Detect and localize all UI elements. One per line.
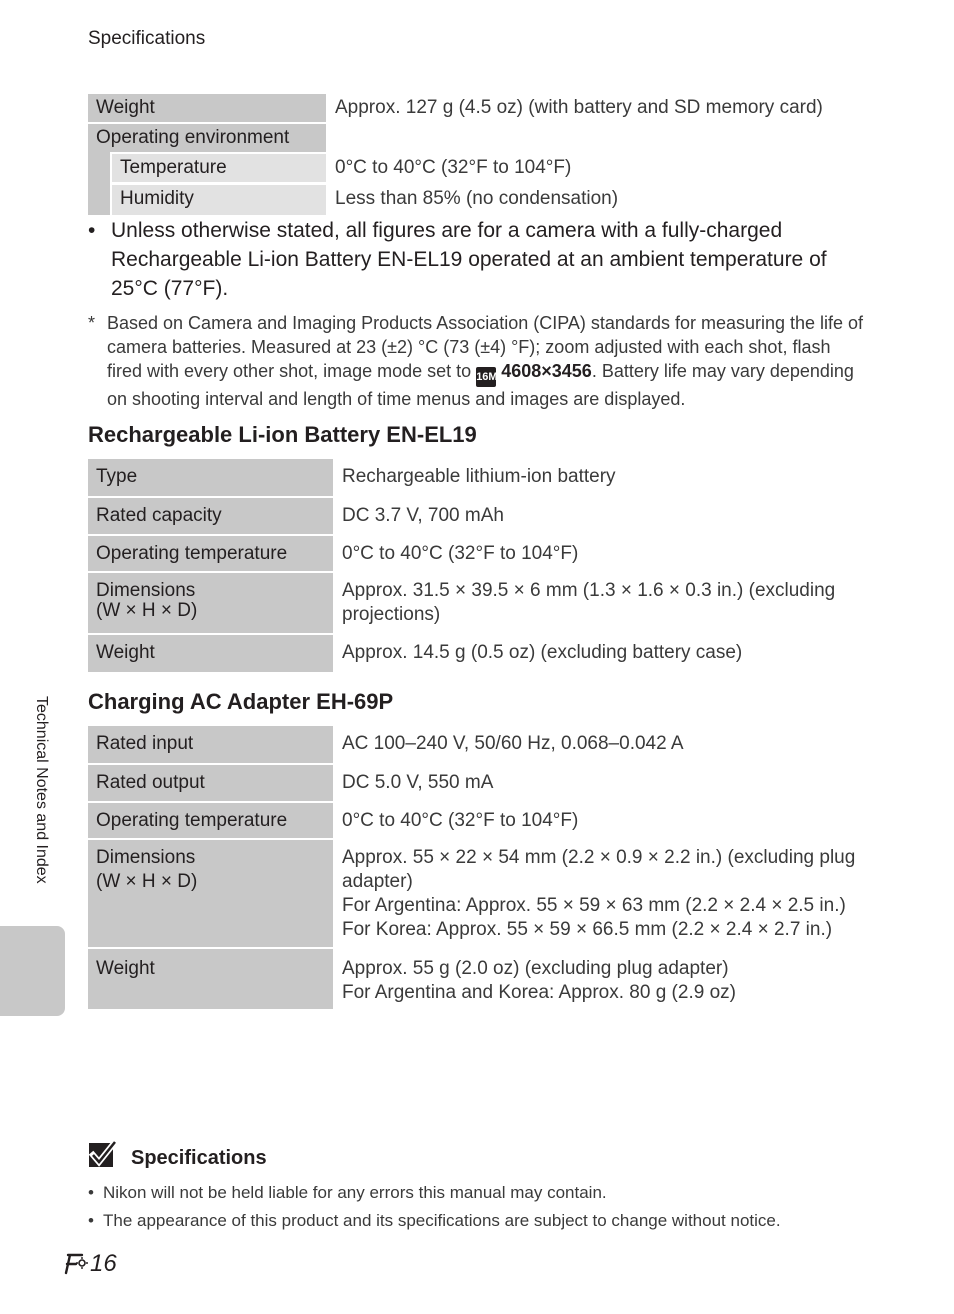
- checkmark-note-icon: [88, 1140, 118, 1170]
- bullet: •: [88, 219, 96, 242]
- image-mode-value: 4608×3456: [501, 361, 592, 381]
- general-note-text: Unless otherwise stated, all figures are for a camera with a fully-charged Rechargeable Li-ion Battery EN-EL19 operated at an ambient temperature of 25°C (77°F).: [111, 219, 827, 300]
- spec-value: 0°C to 40°C (32°F to 104°F): [342, 810, 579, 831]
- spec-label-temperature: Temperature: [112, 154, 326, 182]
- footnote-marker: *: [88, 313, 96, 333]
- bullet: •: [88, 1211, 94, 1230]
- spec-value: Approx. 14.5 g (0.5 oz) (excluding battery case): [342, 642, 743, 663]
- note-item-text: The appearance of this product and its specifications are subject to change without notice.: [103, 1211, 781, 1230]
- note-item: [88, 1183, 868, 1203]
- spec-value-temperature: 0°C to 40°C (32°F to 104°F): [335, 157, 572, 178]
- spec-value: DC 5.0 V, 550 mA: [342, 772, 494, 793]
- bullet: •: [88, 1183, 94, 1202]
- spec-value-humidity: Less than 85% (no condensation): [335, 188, 619, 209]
- note-item-text: Nikon will not be held liable for any errors this manual may contain.: [103, 1183, 607, 1202]
- spec-label: Rated capacity: [88, 498, 333, 534]
- spec-label: Dimensions: [96, 847, 196, 868]
- spec-value: 0°C to 40°C (32°F to 104°F): [342, 543, 579, 564]
- note-title: Specifications: [131, 1147, 267, 1169]
- spec-value: AC 100–240 V, 50/60 Hz, 0.068–0.042 A: [342, 733, 684, 754]
- spec-row: [88, 726, 868, 763]
- image-mode-icon: 16M: [476, 367, 496, 387]
- spec-label: Weight: [88, 635, 333, 672]
- section-heading-battery: Rechargeable Li-ion Battery EN-EL19: [88, 422, 477, 447]
- spec-value-cont: adapter): [342, 871, 413, 892]
- spec-label: Rated output: [88, 765, 333, 801]
- spec-value-cont: For Argentina and Korea: Approx. 80 g (2.9 oz): [342, 982, 736, 1003]
- page-header-title: Specifications: [88, 28, 206, 49]
- spec-row-operating-environment: [88, 124, 868, 152]
- spec-row: [88, 498, 868, 534]
- footnote-text-end: . Battery life may vary depending on shooting interval and length of time menus and images are displayed.: [107, 361, 854, 409]
- spec-row: [88, 840, 868, 947]
- spec-row: [88, 765, 868, 801]
- spec-row: [88, 536, 868, 571]
- spec-value: Approx. 55 × 22 × 54 mm (2.2 × 0.9 × 2.2 in.) (excluding plug: [342, 847, 856, 868]
- spec-row: [88, 573, 868, 633]
- spec-value: Approx. 55 g (2.0 oz) (excluding plug adapter): [342, 958, 729, 979]
- side-tab-label: Technical Notes and Index: [33, 696, 50, 884]
- spec-row: [88, 803, 868, 838]
- footnote-text: Based on Camera and Imaging Products Association (CIPA) standards for measuring the life of camera batteries. Measured at 23 (±2) °C (73 (±4) °F); zoom adjusted with each shot, flash fired with every other shot, image mode set to: [107, 313, 864, 381]
- spec-value: DC 3.7 V, 700 mAh: [342, 505, 504, 526]
- side-tab: [0, 926, 65, 1016]
- spec-label-humidity: Humidity: [112, 185, 326, 215]
- spec-label: Rated input: [88, 726, 333, 763]
- technical-notes-icon: [60, 1251, 88, 1277]
- spec-label-sub: (W × H × D): [96, 600, 198, 621]
- spec-label-sub: (W × H × D): [96, 871, 198, 892]
- section-heading-adapter: Charging AC Adapter EH-69P: [88, 689, 394, 714]
- spec-value: Rechargeable lithium-ion battery: [342, 466, 616, 487]
- spec-value-korea: For Korea: Approx. 55 × 59 × 66.5 mm (2.2 × 2.4 × 2.7 in.): [342, 919, 833, 940]
- general-note: [88, 216, 858, 303]
- spec-row: [88, 459, 868, 496]
- spec-label: Weight: [88, 949, 333, 1009]
- spec-value-cont: projections): [342, 604, 441, 625]
- page-number: [60, 1250, 117, 1278]
- spec-label: Operating temperature: [88, 803, 333, 838]
- spec-row-weight: [88, 94, 868, 122]
- spec-label: Operating temperature: [88, 536, 333, 571]
- indent-bar: [88, 152, 110, 215]
- spec-value: Approx. 31.5 × 39.5 × 6 mm (1.3 × 1.6 × 0.3 in.) (excluding: [342, 580, 836, 601]
- spec-label: Dimensions: [96, 580, 196, 601]
- spec-value-argentina: For Argentina: Approx. 55 × 59 × 63 mm (2.2 × 2.4 × 2.5 in.): [342, 895, 846, 916]
- footnote: [88, 311, 866, 411]
- spec-label: Weight: [88, 94, 326, 122]
- spec-row: [88, 949, 868, 1009]
- page-number-text: 16: [90, 1250, 117, 1277]
- spec-label: Type: [88, 459, 333, 496]
- spec-row: [88, 635, 868, 672]
- spec-value: Approx. 127 g (4.5 oz) (with battery and SD memory card): [335, 97, 823, 118]
- spec-label: Operating environment: [88, 124, 326, 152]
- note-item: [88, 1211, 868, 1231]
